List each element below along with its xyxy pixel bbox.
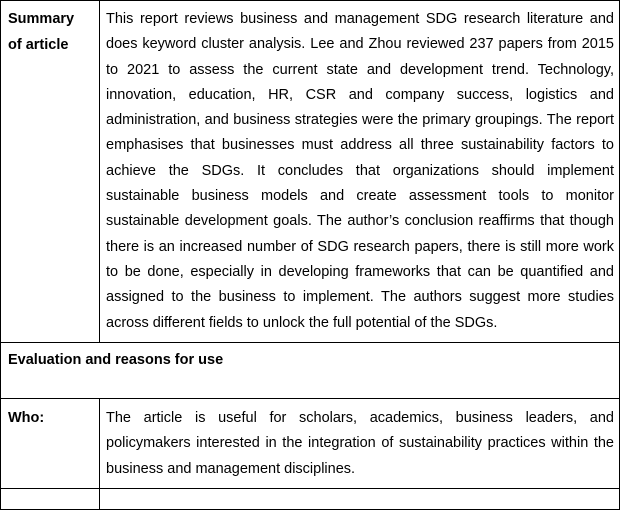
next-row (1, 488, 620, 509)
summary-label-line1: Summary (8, 11, 75, 27)
summary-text: This report reviews business and management SDG research literature and does keyword cluster analysis. Lee and Zhou reviewed 237 papers from 2015 to 2021 to assess the current state and development trend. Technology, innovation, education, HR, CSR and company success, logistics and administration, and business strategies were the primary groupings. The report emphasises that businesses must address all three sustainability factors to achieve the SDGs. It concludes that organizations should implement sustainable business models and create assessment tools to monitor sustainable development goals. The author’s conclusion reaffirms that though there is an increased number of SDG research papers, there is still more work to be done, especially in developing frameworks that can be quantified and assigned to the business to implement. The authors suggest more studies across different fields to unlock the full potential of the SDGs. (106, 11, 614, 331)
summary-label (1, 1, 99, 58)
who-label-cell (1, 399, 100, 489)
next-label-cell (1, 488, 100, 509)
who-text: The article is useful for scholars, academics, business leaders, and policymakers interested in the integration of sustainability practices within the business and management disciplines. (106, 410, 614, 477)
summary-label-line2: of article (8, 36, 69, 53)
evaluation-heading-row (1, 343, 620, 399)
evaluation-heading-cell (1, 343, 620, 399)
summary-row (1, 1, 620, 343)
summary-text-cell (100, 1, 620, 343)
who-row (1, 399, 620, 489)
evaluation-heading: Evaluation and reasons for use (8, 352, 224, 368)
who-text-cell (100, 399, 620, 489)
summary-label-cell (1, 1, 100, 343)
who-label: Who: (8, 410, 45, 426)
next-text-cell (100, 488, 620, 509)
